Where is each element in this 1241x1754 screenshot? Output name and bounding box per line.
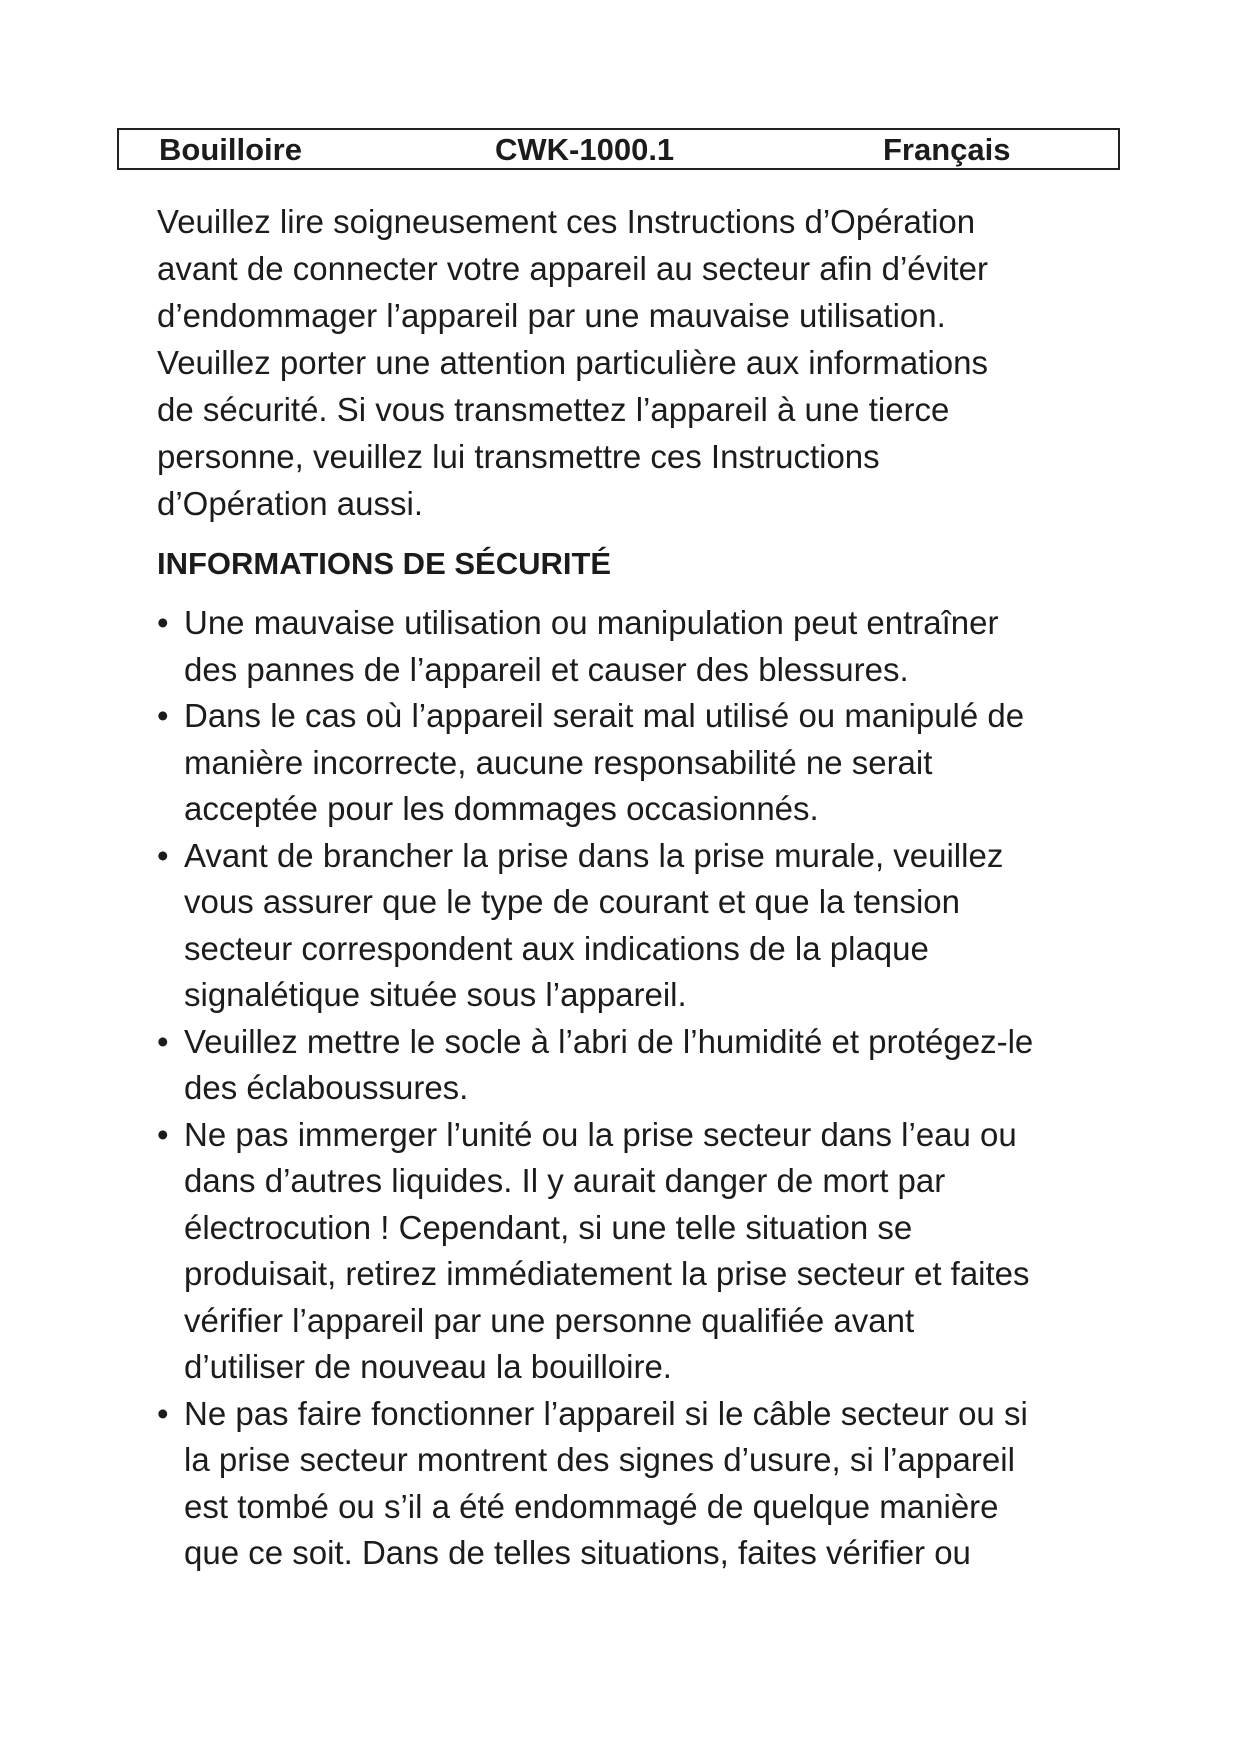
intro-line: d’Opération aussi. xyxy=(157,485,423,522)
list-item-line: des pannes de l’appareil et causer des blessures. xyxy=(184,650,909,688)
model-number: CWK-1000.1 xyxy=(495,132,675,167)
intro-line: avant de connecter votre appareil au secteur afin d’éviter xyxy=(157,250,988,287)
list-item-line: Ne pas faire fonctionner l’appareil si le câble secteur ou si xyxy=(184,1394,1028,1432)
list-item-line: manière incorrecte, aucune responsabilité ne serait xyxy=(184,743,933,781)
bullet-icon: • xyxy=(157,604,169,641)
list-item-line: produisait, retirez immédiatement la prise secteur et faites xyxy=(184,1255,1030,1292)
intro-line: Veuillez lire soigneusement ces Instructions d’Opération xyxy=(157,203,976,240)
list-item-line: Dans le cas où l’appareil serait mal utilisé ou manipulé de xyxy=(184,697,1025,734)
section-title-safety: INFORMATIONS DE SÉCURITÉ xyxy=(157,546,612,581)
list-item xyxy=(157,1112,1117,1391)
document-body xyxy=(157,198,1117,1577)
list-item-line: d’utiliser de nouveau la bouilloire. xyxy=(184,1348,672,1385)
list-item xyxy=(157,693,1117,833)
list-item-line: vous assurer que le type de courant et que la tension xyxy=(184,883,960,920)
list-item-line: secteur correspondent aux indications de la plaque xyxy=(184,929,929,967)
document-header xyxy=(117,128,1120,170)
safety-list xyxy=(157,600,1117,1577)
list-item-line: la prise secteur montrent des signes d’usure, si l’appareil xyxy=(184,1441,1015,1478)
intro-line: de sécurité. Si vous transmettez l’appareil à une tierce xyxy=(157,391,950,428)
list-item xyxy=(157,1019,1117,1112)
list-item-line: acceptée pour les dommages occasionnés. xyxy=(184,790,819,827)
list-item-line: que ce soit. Dans de telles situations, faites vérifier ou xyxy=(184,1534,971,1571)
list-item xyxy=(157,600,1117,693)
bullet-icon: • xyxy=(157,836,169,874)
intro-line: d’endommager l’appareil par une mauvaise utilisation. xyxy=(157,297,946,334)
intro-line: Veuillez porter une attention particulière aux informations xyxy=(157,344,988,381)
list-item-line: vérifier l’appareil par une personne qualifiée avant xyxy=(184,1301,915,1339)
list-item-line: électrocution ! Cependant, si une telle situation se xyxy=(184,1208,913,1246)
list-item-line: dans d’autres liquides. Il y aurait danger de mort par xyxy=(184,1162,946,1199)
list-item-line: Une mauvaise utilisation ou manipulation peut entraîner xyxy=(184,604,999,641)
list-item xyxy=(157,1391,1117,1577)
list-item-line: est tombé ou s’il a été endommagé de quelque manière xyxy=(184,1487,999,1525)
bullet-icon: • xyxy=(157,1022,169,1060)
list-item-line: signalétique située sous l’appareil. xyxy=(184,976,687,1013)
list-item-line: Veuillez mettre le socle à l’abri de l’humidité et protégez-le xyxy=(184,1022,1034,1060)
product-name: Bouilloire xyxy=(159,132,302,167)
list-item-line: Avant de brancher la prise dans la prise murale, veuillez xyxy=(184,836,1004,874)
bullet-icon: • xyxy=(157,697,169,734)
list-item xyxy=(157,833,1117,1019)
list-item-line: Ne pas immerger l’unité ou la prise secteur dans l’eau ou xyxy=(184,1115,1017,1153)
bullet-icon: • xyxy=(157,1394,169,1432)
list-item-line: des éclaboussures. xyxy=(184,1069,469,1106)
bullet-icon: • xyxy=(157,1115,169,1153)
intro-paragraph xyxy=(157,198,1117,527)
intro-line: personne, veuillez lui transmettre ces Instructions xyxy=(157,438,880,475)
language-label: Français xyxy=(883,132,1011,167)
